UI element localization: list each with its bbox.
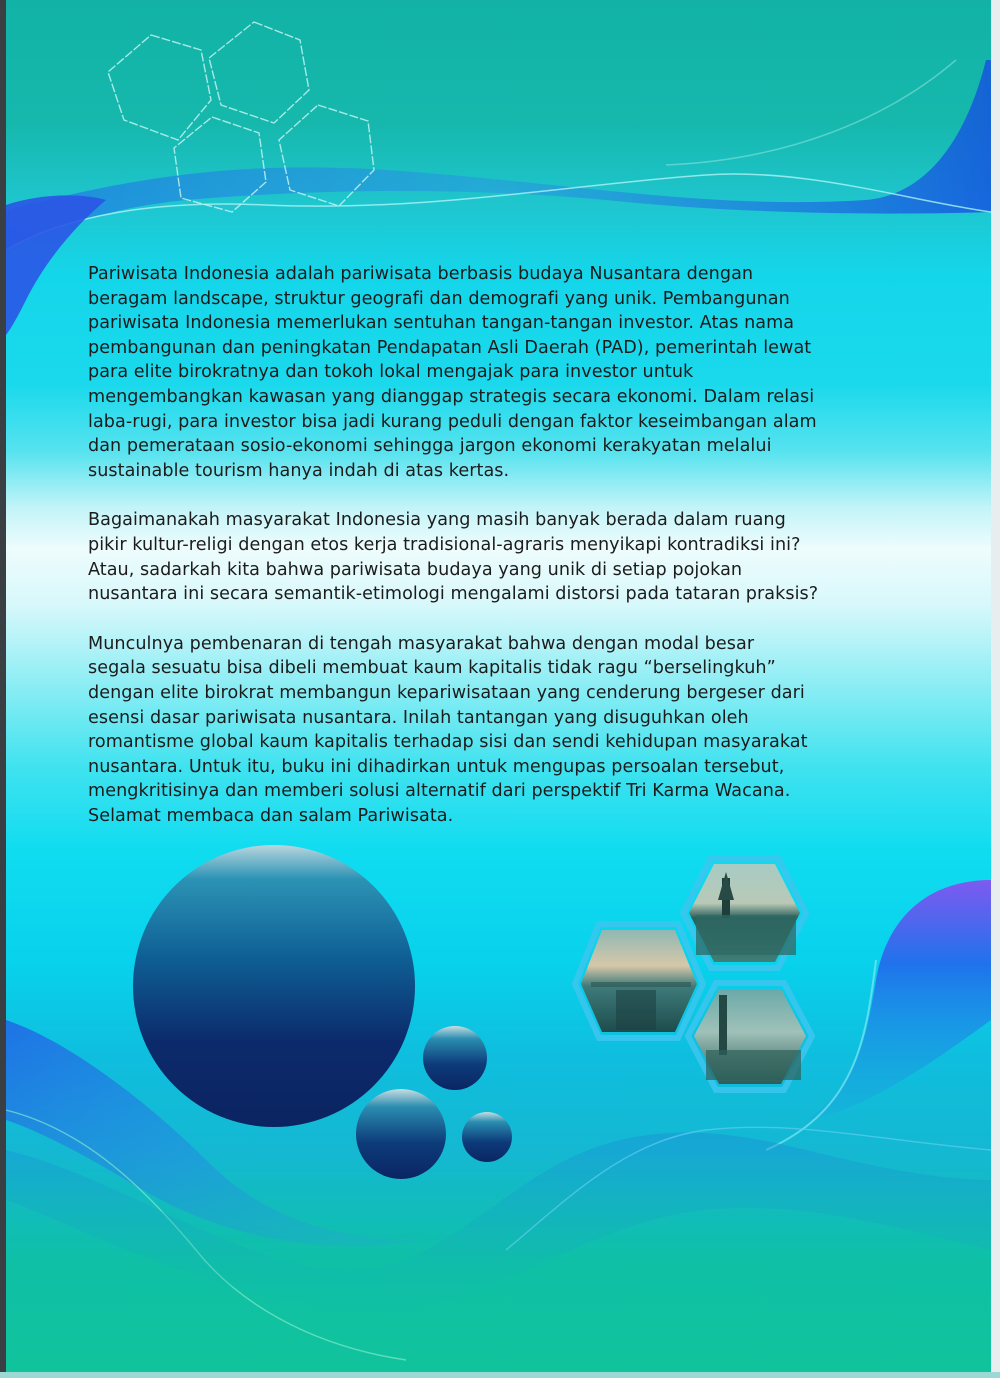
right-wave-shape: [806, 880, 991, 1120]
text-line: dan pemerataan sosio-ekonomi sehingga jargon ekonomi kerakyatan melalui: [88, 436, 772, 457]
text-line: mengembangkan kawasan yang dianggap strategis secara ekonomi. Dalam relasi: [88, 386, 815, 407]
text-line: Bagaimanakah masyarakat Indonesia yang masih banyak berada dalam ruang: [88, 510, 786, 531]
viewer-right-border: [991, 0, 1000, 1378]
small-sphere-3: [462, 1112, 512, 1162]
text-line: Pariwisata Indonesia adalah pariwisata berbasis budaya Nusantara dengan: [88, 264, 754, 284]
text-line: Selamat membaca dan salam Pariwisata.: [88, 805, 454, 826]
text-line: segala sesuatu bisa dibeli membuat kaum kapitalis tidak ragu “berselingkuh”: [88, 658, 776, 679]
photo-hexagon-2: [683, 858, 806, 968]
top-right-arc: [666, 60, 956, 165]
text-line: sustainable tourism hanya indah di atas kertas.: [88, 460, 510, 481]
viewer-bottom-border: [0, 1372, 1000, 1378]
text-line: esensi dasar pariwisata nusantara. Inilah tantangan yang disuguhkan oleh: [88, 707, 749, 728]
text-line: nusantara ini secara semantik-etimologi mengalami distorsi pada tataran praksis?: [88, 584, 819, 605]
text-line: pariwisata Indonesia memerlukan sentuhan tangan-tangan investor. Atas nama: [88, 313, 795, 334]
top-wave-shape: [6, 60, 991, 250]
paragraph-1: [88, 262, 968, 483]
text-line: nusantara. Untuk itu, buku ini dihadirkan untuk mengupas persoalan tersebut,: [88, 756, 785, 777]
back-cover-synopsis: [88, 262, 968, 853]
text-line: para elite birokratnya dan tokoh lokal mengajak para investor untuk: [88, 362, 694, 383]
small-sphere-2: [356, 1089, 446, 1179]
photo-hexagon-3: [688, 983, 812, 1090]
text-line: pikir kultur-religi dengan etos kerja tradisional-agraris menyikapi kontradiksi ini?: [88, 534, 801, 555]
photo-hexagon-1: [575, 924, 703, 1038]
paragraph-3: [88, 632, 968, 829]
text-line: Atau, sadarkah kita bahwa pariwisata budaya yang unik di setiap pojokan: [88, 559, 743, 580]
text-line: Munculnya pembenaran di tengah masyarakat bahwa dengan modal besar: [88, 633, 755, 654]
text-line: romantisme global kaum kapitalis terhadap sisi dan sendi kehidupan masyarakat: [88, 732, 808, 753]
paragraph-2: [88, 508, 968, 606]
text-line: dengan elite birokrat membangun kepariwisataan yang cenderung bergeser dari: [88, 682, 805, 703]
text-line: mengkritisinya dan memberi solusi alternatif dari perspektif Tri Karma Wacana.: [88, 781, 791, 802]
text-line: pembangunan dan peningkatan Pendapatan Asli Daerah (PAD), pemerintah lewat: [88, 337, 812, 358]
text-line: beragam landscape, struktur geografi dan demografi yang unik. Pembangunan: [88, 288, 790, 309]
small-sphere-1: [423, 1026, 487, 1090]
book-cover-page: [6, 0, 991, 1372]
large-sphere: [133, 845, 415, 1127]
text-line: laba-rugi, para investor bisa jadi kurang peduli dengan faktor keseimbangan alam: [88, 411, 817, 432]
